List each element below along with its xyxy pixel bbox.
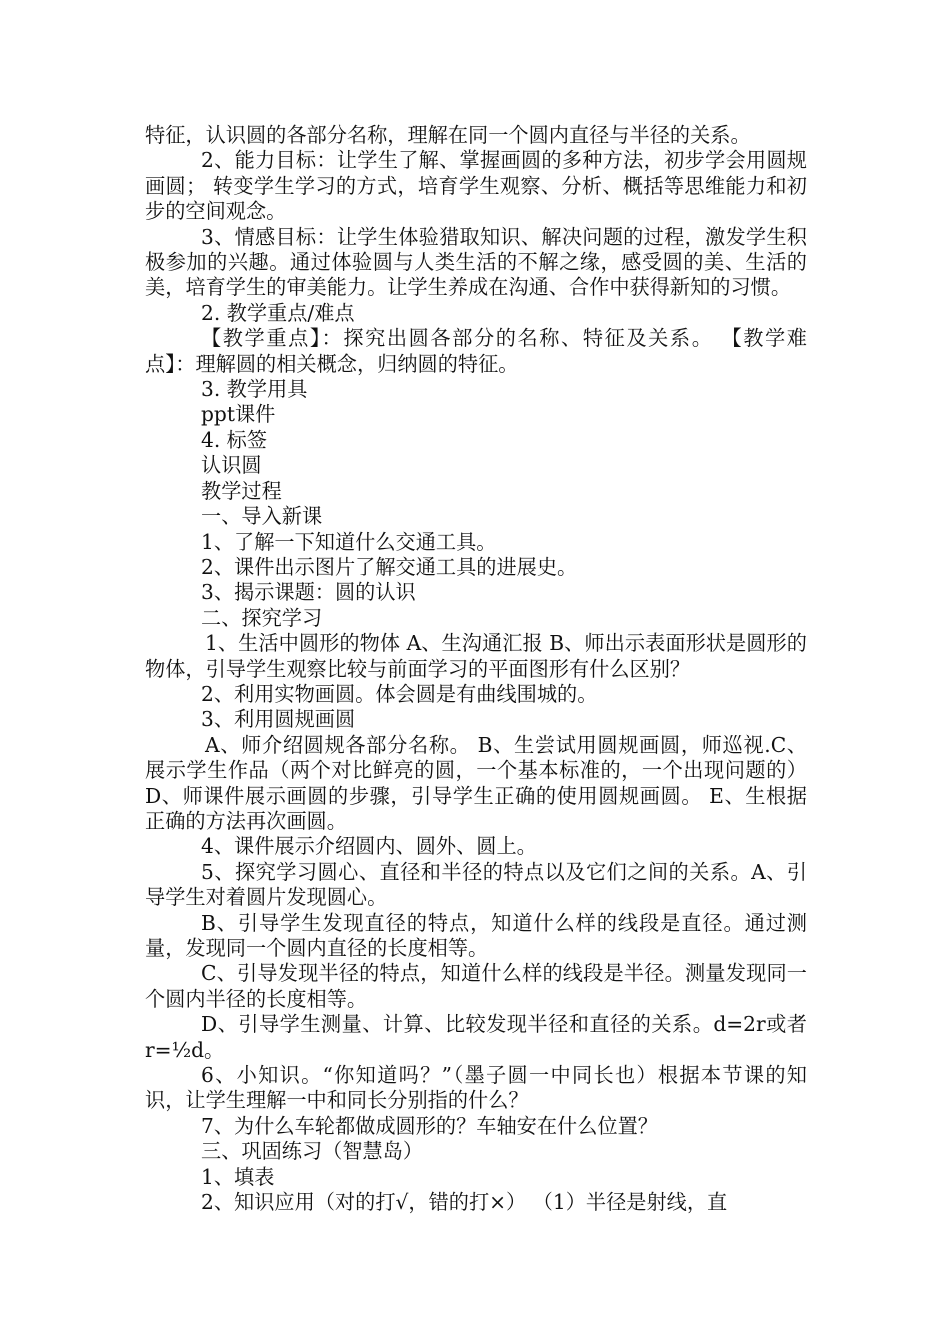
list-item: 3、揭示课题：圆的认识 [201,580,416,605]
list-item: C、引导发现半径的特点，知道什么样的线段是半径。测量发现同一个圆内半径的长度相等。 [145,961,807,1011]
list-item: 2、知识应用（对的打√，错的打×） （1）半径是射线，直 [201,1190,728,1215]
list-item: 5、探究学习圆心、直径和半径的特点以及它们之间的关系。A、引导学生对着圆片发现圆心。 [145,859,807,910]
list-item: 6、小知识。“你知道吗？”（墨子圆一中同长也）根据本节课的知识，让学生理解一中和同长分别指的什么？ [145,1063,807,1113]
paragraph-ability-goal: 2、能力目标：让学生了解、掌握画圆的多种方法，初步学会用圆规画圆； 转变学生学习的方式，培育学生观察、分析、概括等思维能力和初步的空间观念。 [145,148,807,224]
list-item: 2、利用实物画圆。体会圆是有曲线围城的。 [201,681,598,706]
list-item: 1、生活中圆形的物体 A、生沟通汇报 B、师出示表面形状是圆形的物体，引导学生观察比较与前面学习的平面图形有什么区别？ [145,631,807,681]
heading-teaching-tools: 3. 教学用具 [201,377,308,402]
paragraph-emotion-goal: 3、情感目标：让学生体验猎取知识、解决问题的过程，激发学生积极参加的兴趣。通过体验圆与人类生活的不解之缘，感受圆的美、生活的美，培育学生的审美能力。让学生养成在沟通、合作中获得新知的习惯。 [145,224,807,300]
list-item: B、引导学生发现直径的特点，知道什么样的线段是直径。通过测量，发现同一个圆内直径的长度相等。 [145,910,807,960]
heading-process: 教学过程 [201,478,282,503]
heading-key-points: 2. 教学重点/难点 [201,300,355,325]
text-tag: 认识圆 [201,453,262,478]
heading-section-3: 三、巩固练习（智慧岛） [201,1139,424,1164]
heading-section-1: 一、导入新课 [201,504,323,529]
list-item: 3、利用圆规画圆 [201,707,356,732]
list-item: 1、了解一下知道什么交通工具。 [201,529,497,554]
list-item: 1、填表 [201,1164,275,1189]
list-item: 4、课件展示介绍圆内、圆外、圆上。 [201,834,537,859]
list-item: 2、课件出示图片了解交通工具的进展史。 [201,554,578,579]
text-ppt: ppt课件 [201,402,276,427]
heading-section-2: 二、探究学习 [201,605,323,630]
document-page [145,123,807,1215]
list-item: 7、为什么车轮都做成圆形的？车轴安在什么位置？ [201,1113,658,1138]
list-item: D、引导学生测量、计算、比较发现半径和直径的关系。d=2r或者 r=½d。 [145,1012,807,1062]
paragraph-goal-knowledge-end: 特征，认识圆的各部分名称，理解在同一个圆内直径与半径的关系。 [145,123,751,147]
paragraph-key-difficult: 【教学重点】：探究出圆各部分的名称、特征及关系。 【教学难点】：理解圆的相关概念，归纳圆的特征。 [145,326,807,376]
heading-tags: 4. 标签 [201,427,268,452]
list-item: A、师介绍圆规各部分名称。 B、生尝试用圆规画圆，师巡视.C、展示学生作品（两个对比鲜亮的圆，一个基本标准的，一个出现问题的） D、师课件展示画圆的步骤，引导学生正确的使用圆规画圆。 E、生根据正确的方法再次画圆。 [145,732,807,833]
